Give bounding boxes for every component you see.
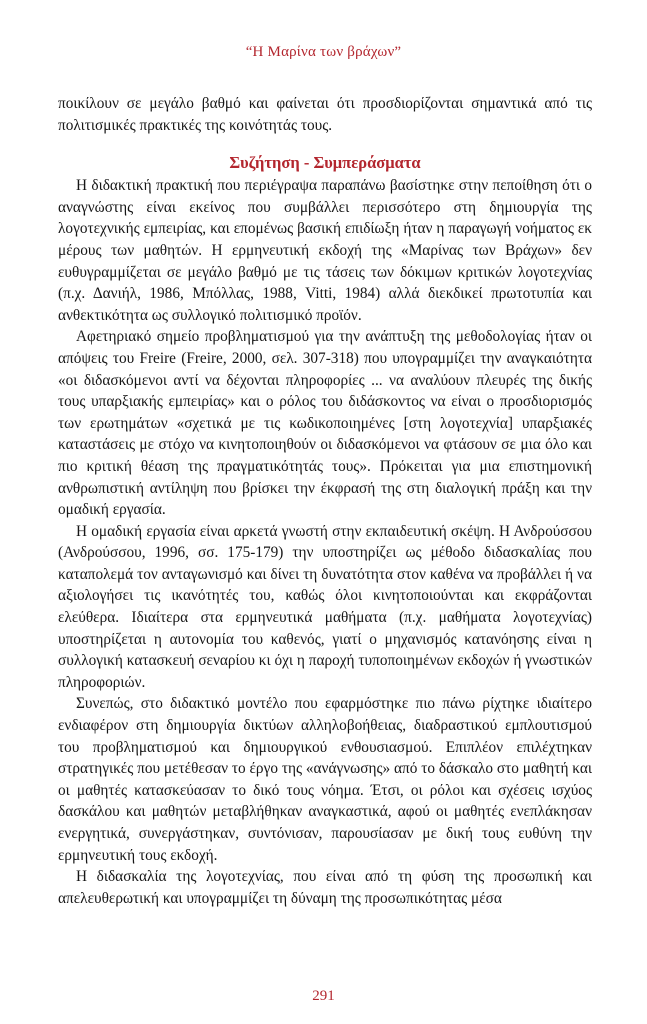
- paragraph: Η διδασκαλία της λογοτεχνίας, που είναι από τη φύση της προσωπική και απελευθερωτική και υπογραμμίζει τη δύναμη της προσωπικότητας μέσα: [58, 868, 592, 907]
- paragraph-continuation: ποικίλουν σε μεγάλο βαθμό και φαίνεται ότι προσδιορίζονται σημαντικά από τις πολιτισμικές πρακτικές της κοινότητάς τους.: [58, 95, 592, 134]
- page-number: 291: [312, 988, 335, 1004]
- body-text: [58, 93, 592, 909]
- running-header: “Η Μαρίνα των βράχων”: [245, 44, 402, 60]
- section-heading: Συζήτηση - Συμπεράσματα: [229, 153, 421, 173]
- paragraph: Η ομαδική εργασία είναι αρκετά γνωστή στην εκπαιδευτική σκέψη. Η Ανδρούσσου (Ανδρούσσου, 1996, σσ. 175-179) την υποστηρίζει ως μέθοδο διδασκαλίας που καταπολεμά τον ανταγωνισμό και δίνει τη δυνατότητα στον καθένα να προβάλλει ή να αξιολογήσει τις ικανότητές του, καθώς όλοι κινητοποιούνται και εκφράζονται ελεύθερα. Ιδιαίτερα στα ερμηνευτικά μαθήματα (π.χ. μαθήματα λογοτεχνίας) υποστηρίζεται η αυτονομία του καθενός, γιατί ο μηχανισμός κατανόησης είναι η συλλογική κατασκευή σεναρίου κι όχι η παροχή τυποποιημένων εκδοχών ή γνωστικών πληροφοριών.: [58, 522, 592, 691]
- paragraph: Η διδακτική πρακτική που περιέγραψα παραπάνω βασίστηκε στην πεποίθηση ότι ο αναγνώστης είναι εκείνος που συμβάλλει περισσότερο στη δημιουργία της λογοτεχνικής εμπειρίας, και επομένως βασική επιδίωξη ήταν η παραγωγή νοήματος εκ μέρους των μαθητών. Η ερμηνευτική εκδοχή της «Μαρίνας των Βράχων» δεν ευθυγραμμίζεται σε μεγάλο βαθμό με τις τάσεις των δόκιμων κριτικών λογοτεχνίας (π.χ. Δανιήλ, 1986, Μπόλλας, 1988, Vitti, 1984) αλλά διεκδικεί πρωτοτυπία και ανθεκτικότητα ως συλλογικό πολιτισμικό προϊόν.: [58, 177, 592, 324]
- paragraph: Συνεπώς, στο διδακτικό μοντέλο που εφαρμόστηκε πιο πάνω ρίχτηκε ιδιαίτερο ενδιαφέρον στη δημιουργία δικτύων αλληλοβοήθειας, διαδραστικού εμπλουτισμού του προβληματισμού και δημιουργικού ενθουσιασμού. Επιπλέον επιλέχτηκαν στρατηγικές που μετέθεσαν το έργο της «ανάγνωσης» από το δάσκαλο στο μαθητή και οι μαθητές κατασκεύασαν το δικό τους νόημα. Έτσι, οι ρόλοι και σχέσεις ισχύος δασκάλου και μαθητών μεταβλήθηκαν αναγκαστικά, αφού οι μαθητές ενεπλάκησαν ενεργητικά, συνεργάστηκαν, συντόνισαν, παρουσίασαν με δική τους ευθύνη την ερμηνευτική τους εκδοχή.: [58, 695, 592, 864]
- paragraph: Αφετηριακό σημείο προβληματισμού για την ανάπτυξη της μεθοδολογίας ήταν οι απόψεις του Freire (Freire, 2000, σελ. 307-318) που υπογραμμίζει την αναγκαιότητα «οι διδασκόμενοι αντί να δέχονται πληροφορίες ... να αναλύουν πλευρές της δικής τους υπαρξιακής εμπειρίας» και ο ρόλος του διδάσκοντος να είναι ο προσδιορισμός των ερωτημάτων «σχετικά με τις κωδικοποιημένες [στη λογοτεχνία] υπαρξιακές καταστάσεις με στόχο να κινητοποιηθούν οι διδασκόμενοι να φτάσουν σε μια όλο και πιο κριτική θέαση της πραγματικότητάς τους». Πρόκειται για μια επιστημονική ανθρωπιστική αντίληψη που βρίσκει την έκφρασή της στη διαλογική πράξη και την ομαδική εργασία.: [58, 328, 592, 519]
